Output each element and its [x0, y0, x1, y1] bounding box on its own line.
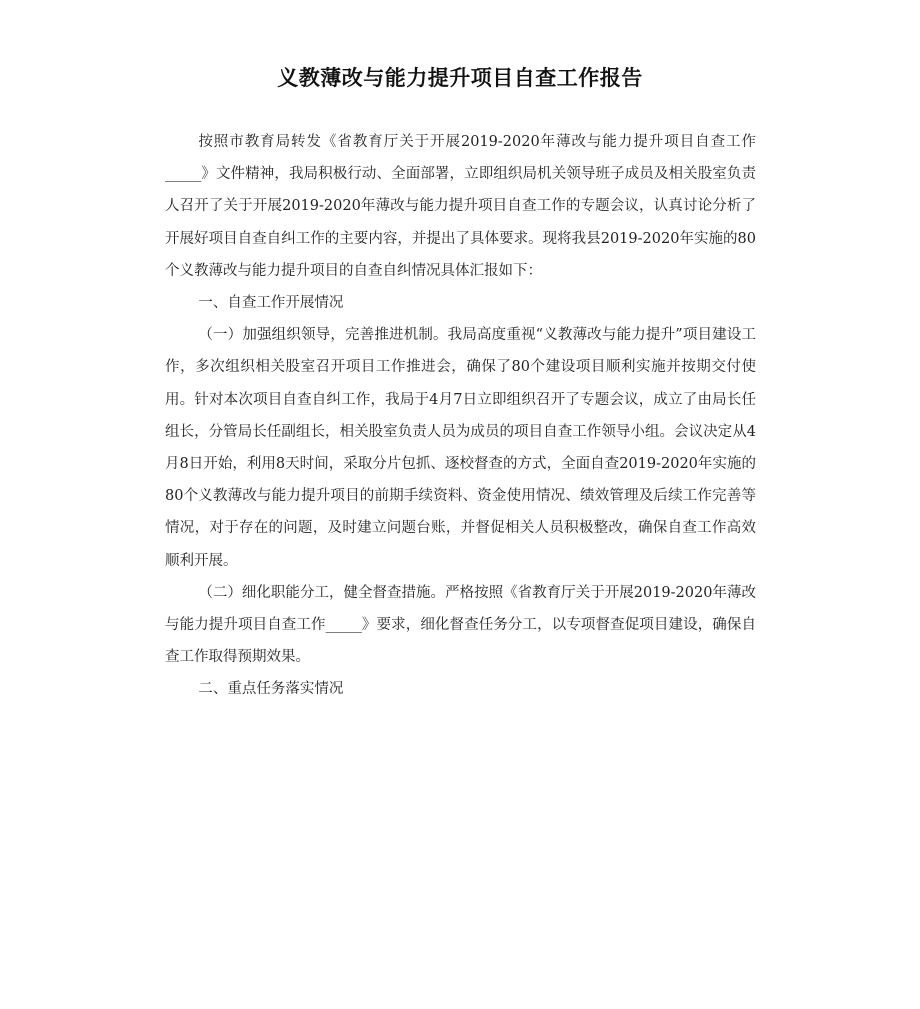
intro-paragraph: 按照市教育局转发《省教育厅关于开展2019-2020年薄改与能力提升项目自查工作_____》文件精神，我局积极行动、全面部署，立即组织局机关领导班子成员及相关股室负责人召开了关于开展2019-2020年薄改与能力提升项目自查工作的专题会议，认真讨论分析了开展好项目自查自纠工作的主要内容，并提出了具体要求。现将我县2019-2020年实施的80个义教薄改与能力提升项目的自查自纠情况具体汇报如下： — [165, 134, 756, 279]
subsection-paragraph-2: （二）细化职能分工，健全督查措施。严格按照《省教育厅关于开展2019-2020年薄改与能力提升项目自查工作_____》要求，细化督查任务分工，以专项督查促项目建设，确保自查工作取得预期效果。 — [165, 584, 756, 666]
subsection-paragraph-1: （一）加强组织领导，完善推进机制。我局高度重视“义教薄改与能力提升”项目建设工作，多次组织相关股室召开项目工作推进会，确保了80个建设项目顺利实施并按期交付使用。针对本次项目自查自纠工作，我局于4月7日立即组织召开了专题会议，成立了由局长任组长，分管局长任副组长，相关股室负责人员为成员的项目自查工作领导小组。会议决定从4月8日开始，利用8天时间，采取分片包抓、逐校督查的方式，全面自查2019-2020年实施的80个义教薄改与能力提升项目的前期手续资料、资金使用情况、绩效管理及后续工作完善等情况，对于存在的问题，及时建立问题台账，并督促相关人员积极整改，确保自查工作高效顺利开展。 — [165, 327, 756, 569]
section-heading-2: 二、重点任务落实情况 — [198, 681, 344, 698]
document-body — [165, 126, 756, 706]
section-heading-1: 一、自查工作开展情况 — [198, 295, 344, 312]
document-title: 义教薄改与能力提升项目自查工作报告 — [277, 66, 643, 90]
